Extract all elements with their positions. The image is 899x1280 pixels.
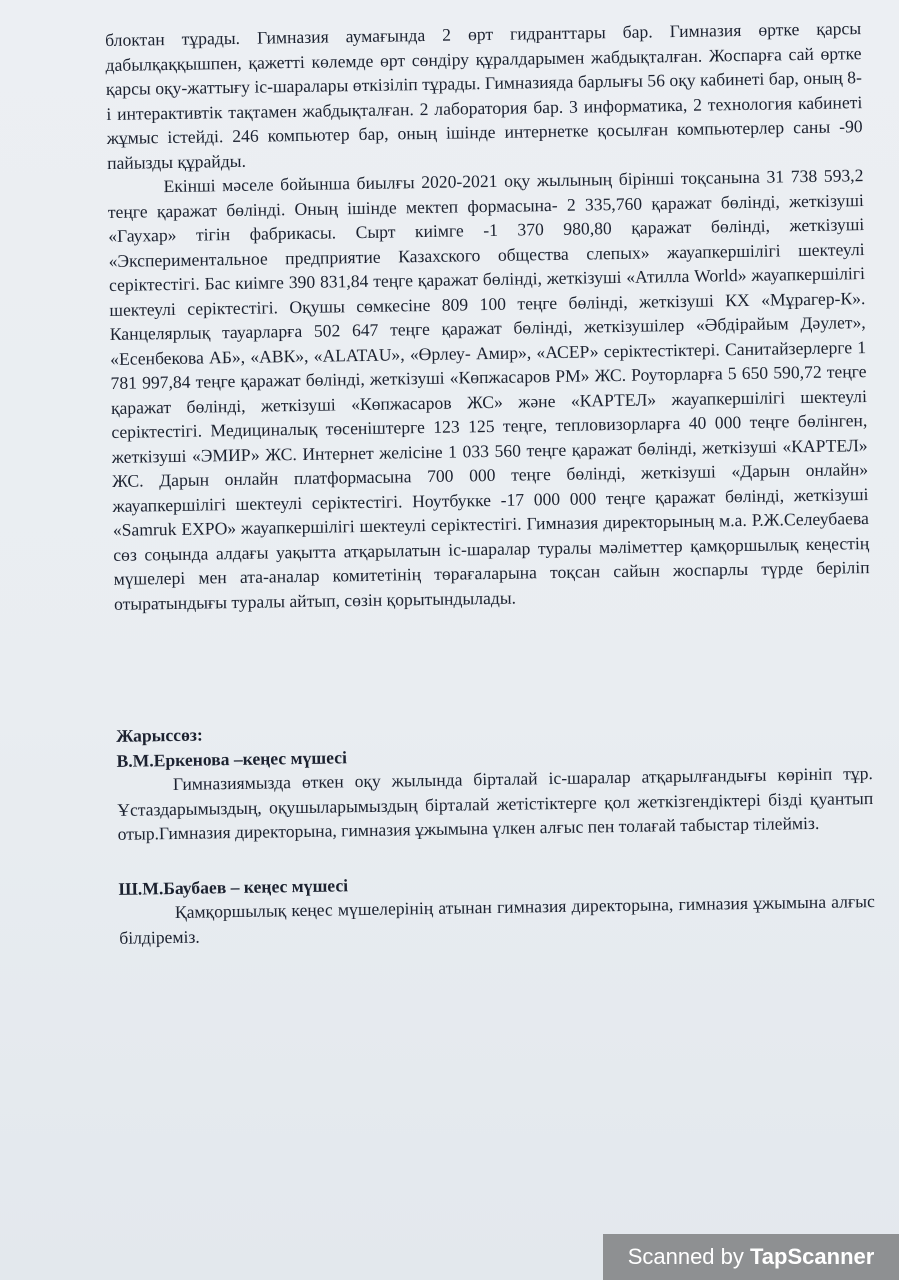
scanner-watermark: [603, 1234, 899, 1280]
spacer: [114, 604, 872, 724]
watermark-prefix: Scanned by: [627, 1244, 750, 1269]
speaker-text-2: Қамқоршылық кеңес мүшелерінің атынан гимназия директорына, гимназия ұжымына алғыс білдіреміз.: [119, 891, 875, 948]
watermark-brand: TapScanner: [750, 1244, 875, 1269]
debate-heading: Жарыссөз:: [115, 724, 203, 746]
paragraph-funding: Екінші мәселе бойынша биылғы 2020-2021 оқу жылының бірінші тоқсанына 31 738 593,2 теңге қаражат бөлінді. Оның ішінде мектеп формасына- 2 335,760 қаражат бөлінді, жеткізуші «Гаухар» тігін фабрикасы. Сырт киімге -1 370 980,80 қаражат бөлінді, жеткізуші «Экспериментальное предприятие Казахского общества слепых» жауапкершілігі шектеулі серіктестігі. Бас киімге 390 831,84 теңге қаражат бөлінді, жеткізуші «Атилла World» жауапкершілігі шектеулі серіктестігі. Оқушы сөмкесіне 809 100 теңге бөлінді, жеткізуші КХ «Мұрагер-К». Канцелярлық тауарларға 502 647 теңге қаражат бөлінді, жеткізушілер «Әбдірайым Дәулет», «Есенбекова АБ», «АВК», «ALATAU», «Өрлеу- Амир», «АСЕР» серіктестіктері. Санитайзерлерге 1 781 997,84 теңге қаражат бөлінді, жеткізуші «Көпжасаров РМ» ЖС. Роуторларға 5 650 590,72 теңге қаражат бөлінді, жеткізуші «Көпжасаров ЖС» және «КАРТЕЛ» жауапкершілігі шектеулі серіктестігі. Медициналық төсеніштерге 123 125 теңге, тепловизорларға 40 000 теңге бөлінген, жеткізуші «ЭМИР» ЖС. Интернет желісіне 1 033 560 теңге қаражат бөлінді, жеткізуші «КАРТЕЛ» ЖС. Дарын онлайн платформасына 700 000 теңге бөлінді, жеткізуші «Дарын онлайн» жауапкершілігі шектеулі серіктестігі. Ноутбукке -17 000 000 теңге қаражат бөлінді, жеткізуші «Samruk EXPO» жауапкершілігі шектеулі серіктестігі. Гимназия директорының м.а. Р.Ж.Селеубаева сөз соңында алдағы уақытта атқарылатын іс-шаралар туралы мәліметтер қамқоршылық кеңестің мүшелері мен ата-аналар комитетінің төрағаларына тоқсан сайын жоспарлы түрде беріліп отыратындығы туралы айтып, сөзін қорытындылады.: [107, 165, 870, 614]
document-body: [105, 16, 875, 950]
speaker-text-1: Гимназиямызда өткен оқу жылында бірталай іс-шаралар атқарылғандығы көрініп тұр. Ұстаздарымыздың, оқушыларымыздың бірталай жетістіктерге қол жеткізгендіктері бізді қуантып отыр.Гимназия директорына, гимназия ұжымына үлкен алғыс пен толағай табыстар тілейміз.: [117, 763, 874, 844]
speaker-name-2: Ш.М.Баубаев – кеңес мүшесі: [118, 874, 349, 899]
speaker-name-1: В.М.Еркенова –кеңес мүшесі: [116, 746, 348, 771]
paragraph-fire-safety: блоктан тұрады. Гимназия аумағында 2 өрт гидранттары бар. Гимназия өртке қарсы дабылқаққышпен, қажетті көлемде өрт сөндіру құралдарымен жабдықталған. Жоспарға сай өртке қарсы оқу-жаттығу іс-шаралары өткізіліп тұрады. Гимназияда барлығы 56 оқу кабинеті бар, оның 8-і интерактивтік тақтамен жабдықталған. 2 лаборатория бар. 3 информатика, 2 технология кабинеті жұмыс істейді. 246 компьютер бар, оның ішінде интернетке қосылған компьютерлер саны -90 пайызды құрайды.: [105, 18, 863, 173]
